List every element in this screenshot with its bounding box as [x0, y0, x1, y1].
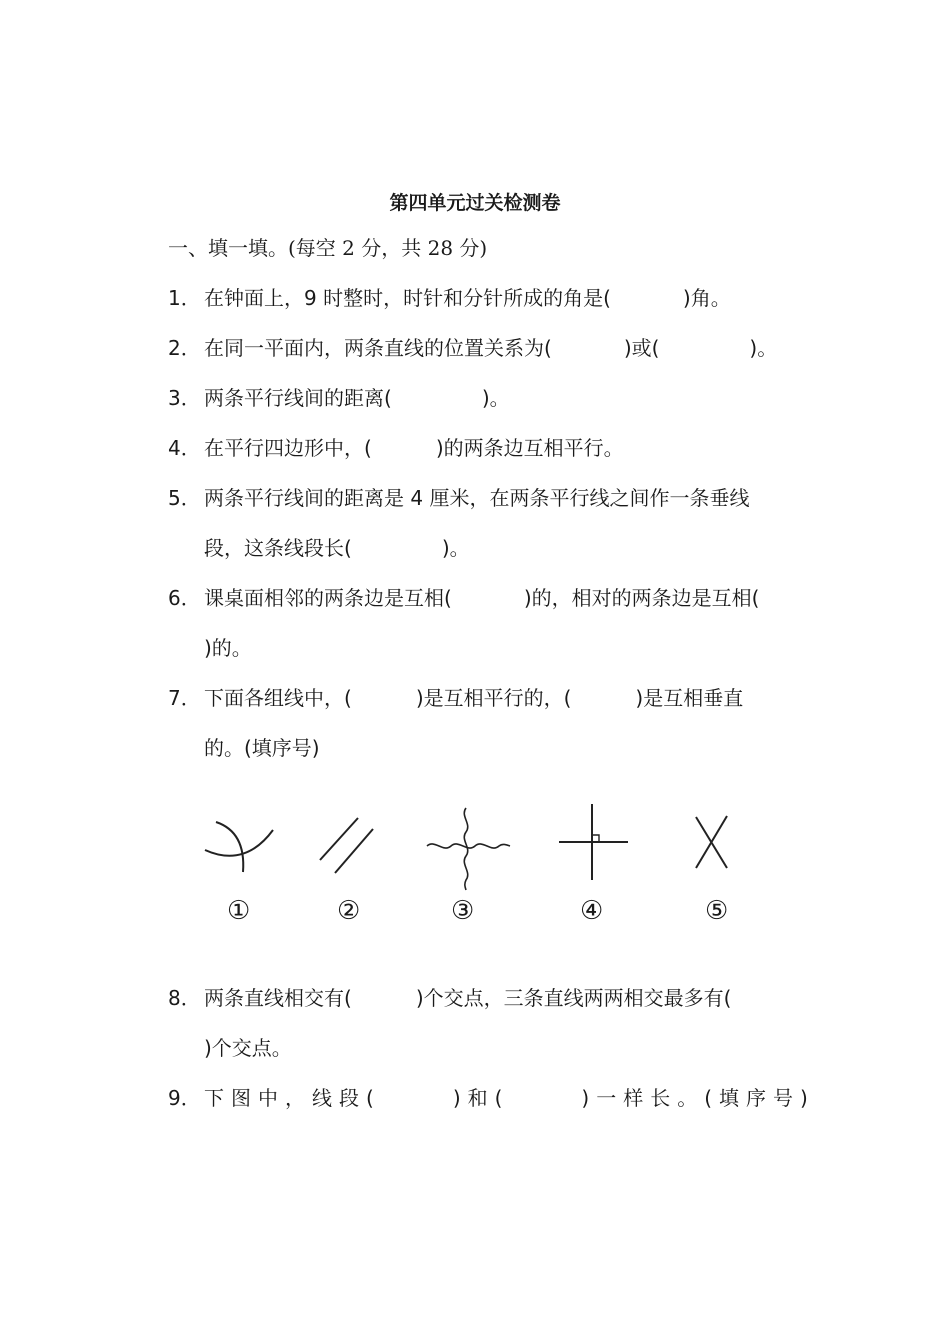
question-4: 4． 在平行四边形中，( )的两条边互相平行。	[168, 436, 624, 460]
figure-label: ①	[227, 896, 251, 926]
question-number: 1．	[168, 286, 201, 310]
figure-4-perpendicular-lines	[559, 804, 628, 880]
question-2: 2． 在同一平面内，两条直线的位置关系为( )或( )。	[168, 336, 778, 360]
question-8-continued: )个交点。	[204, 1036, 292, 1060]
line-figures	[0, 790, 950, 900]
figure-2-parallel-lines	[320, 818, 373, 873]
question-5-continued: 段，这条线段长( )。	[204, 536, 470, 560]
question-8: 8． 两条直线相交有( )个交点，三条直线两两相交最多有(	[168, 986, 732, 1010]
figure-label: ②	[337, 896, 361, 926]
question-3: 3． 两条平行线间的距离( )。	[168, 386, 510, 410]
question-6: 6． 课桌面相邻的两条边是互相( )的，相对的两条边是互相(	[168, 586, 760, 610]
figure-label: ④	[580, 896, 604, 926]
section-heading: 一、填一填。(每空 2 分，共 28 分)	[168, 236, 488, 260]
question-1: 1． 在钟面上，9 时整时，时针和分针所成的角是( )角。	[168, 286, 731, 310]
page-title: 第四单元过关检测卷	[389, 192, 561, 214]
question-7-continued: 的。(填序号)	[204, 736, 320, 760]
question-number: 3．	[168, 386, 201, 410]
figure-label: ⑤	[705, 896, 729, 926]
question-6-continued: )的。	[204, 636, 252, 660]
figure-label: ③	[451, 896, 475, 926]
question-number: 5．	[168, 486, 201, 510]
question-number: 2．	[168, 336, 201, 360]
figure-3-wavy-lines	[427, 808, 510, 890]
question-number: 4．	[168, 436, 201, 460]
question-5: 5． 两条平行线间的距离是 4 厘米，在两条平行线之间作一条垂线	[168, 486, 750, 510]
question-number: 8．	[168, 986, 201, 1010]
question-7: 7． 下面各组线中，( )是互相平行的，( )是互相垂直	[168, 686, 744, 710]
question-number: 7．	[168, 686, 201, 710]
question-9: 9． 下图中，线段( )和( )一样长。(填序号)	[168, 1086, 815, 1110]
question-number: 6．	[168, 586, 201, 610]
figure-1-curves	[205, 822, 273, 872]
question-number: 9．	[168, 1086, 201, 1110]
figure-5-intersecting-lines	[696, 816, 727, 868]
